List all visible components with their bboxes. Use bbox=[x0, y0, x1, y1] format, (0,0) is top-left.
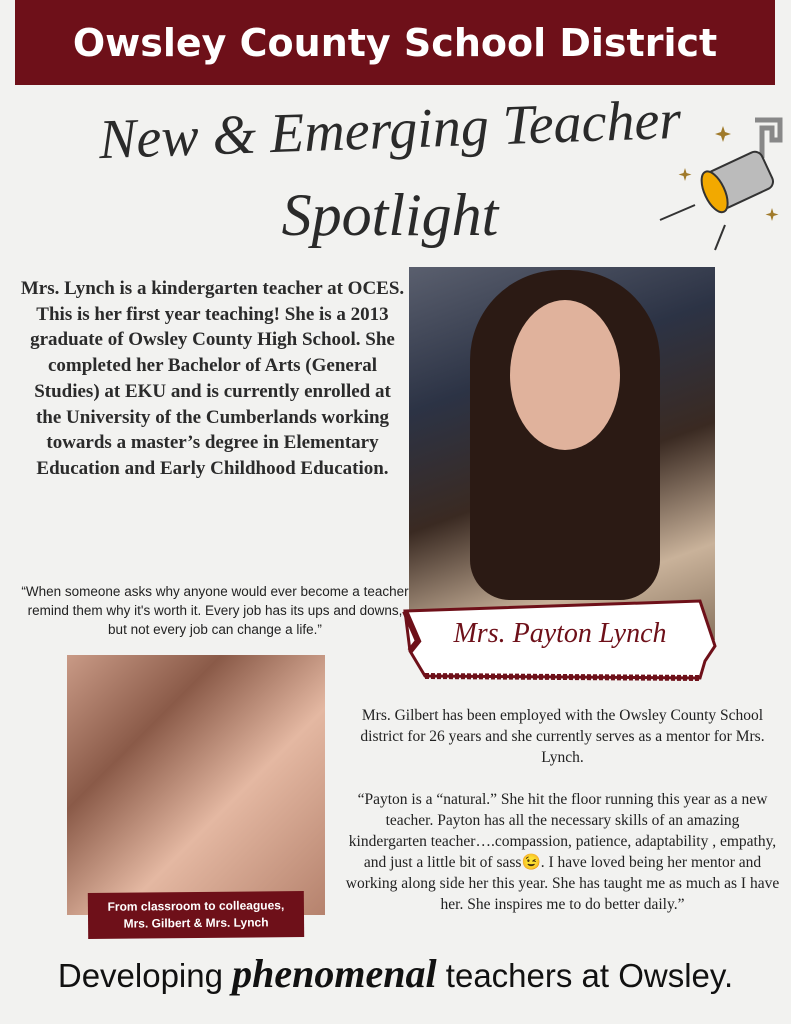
teacher-photo-face bbox=[510, 300, 620, 450]
spotlight-icon bbox=[655, 110, 785, 260]
mentor-intro: Mrs. Gilbert has been employed with the Owsley County School district for 26 years and she currently serves as a mentor for Mrs. Lynch. bbox=[360, 707, 765, 766]
spotlight-title-line2: Spotlight bbox=[281, 182, 499, 248]
district-header bbox=[15, 0, 775, 85]
mentor-photo bbox=[67, 655, 325, 915]
mentor-quote: “Payton is a “natural.” She hit the floor running this year as a new teacher. Payton has all the necessary skills of an amazing kindergarten teacher….compassion, patience, adaptability , empathy, and just a little bit of sass😉. I have loved being her mentor and working along side her this year. She has taught me as much as I have her. She inspires me to do better daily.” bbox=[345, 791, 780, 913]
spotlight-title-line1: New & Emerging Teacher bbox=[97, 88, 683, 172]
caption-line2: Mrs. Gilbert & Mrs. Lynch bbox=[123, 915, 269, 931]
teacher-quote: “When someone asks why anyone would ever become a teacher remind them why it's worth it. Every job has its ups and downs, but not every job can change a life.” bbox=[21, 584, 409, 637]
footer-tagline bbox=[0, 950, 791, 997]
footer-after: teachers at Owsley. bbox=[436, 957, 734, 994]
district-title: Owsley County School District bbox=[72, 20, 718, 65]
footer-emphasis: phenomenal bbox=[232, 951, 437, 996]
teacher-name: Mrs. Payton Lynch bbox=[453, 618, 667, 649]
footer-before: Developing bbox=[57, 957, 233, 994]
caption-line1: From classroom to colleagues, bbox=[107, 898, 285, 914]
teacher-bio: Mrs. Lynch is a kindergarten teacher at OCES. This is her first year teaching! She is a 2013 graduate of Owsley County High School. She completed her Bachelor of Arts (General Studies) at EKU and is currently enrolled at the University of the Cumberlands working towards a master’s degree in Elementary Education and Early Childhood Education. bbox=[20, 278, 405, 479]
photo-caption bbox=[88, 891, 304, 939]
mentor-section bbox=[345, 705, 780, 936]
